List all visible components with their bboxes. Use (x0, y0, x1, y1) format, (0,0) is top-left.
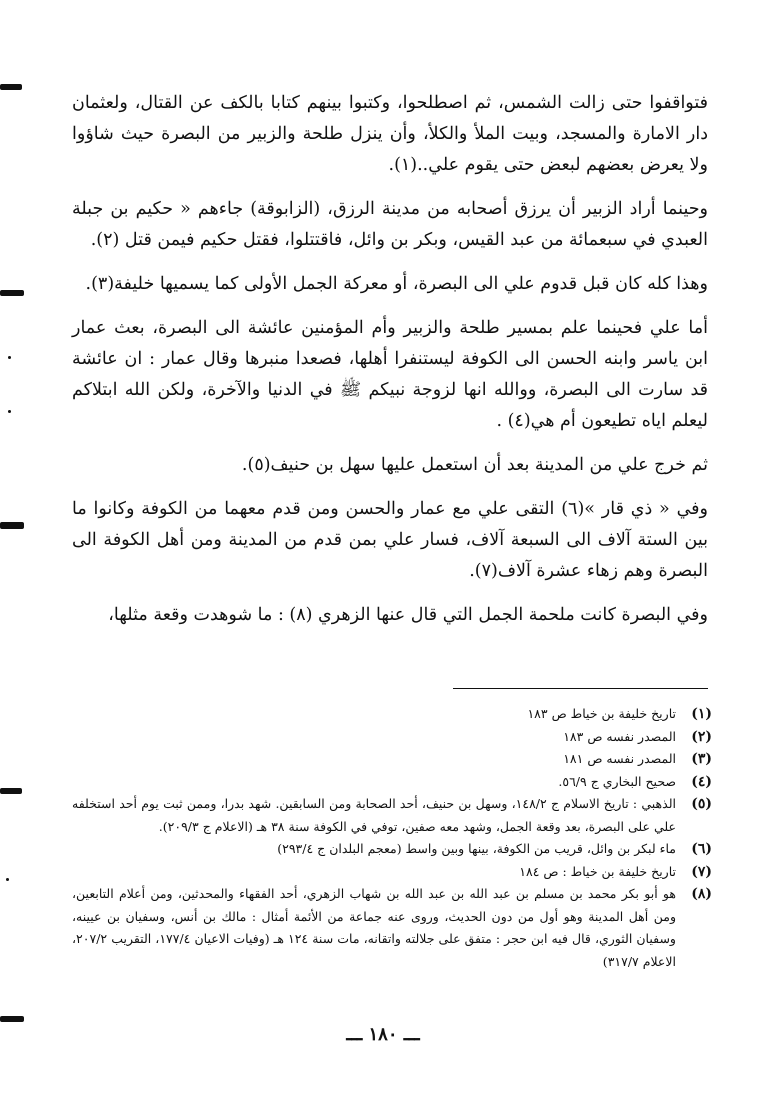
binding-mark (0, 1016, 24, 1022)
footnote-text: هو أبو بكر محمد بن مسلم بن عبد الله بن عبد الله بن شهاب الزهري، أحد الفقهاء والمحدثين، ومن أعلام التابعين، ومن أهل المدينة وهو أول من دون الحديث، وروى عنه جماعة من الأئمة أمثال : مالك بن أنس، وسفيان بن عيينه، وسفيان الثوري، قال فيه ابن حجر : متفق على جلالته واتقانه، مات سنة ١٢٤ هـ (وفيات الاعيان ١٧٧/٤، التقريب ٢٠٧/٢، الاعلام ٣١٧/٧) (72, 886, 676, 969)
footnote-text: المصدر نفسه ص ١٨١ (563, 751, 676, 766)
footnote (72, 771, 712, 794)
footnote-text: المصدر نفسه ص ١٨٣ (563, 728, 676, 744)
binding-mark (0, 522, 24, 529)
footnotes (72, 703, 712, 973)
paragraph: وهذا كله كان قبل قدوم علي الى البصرة، أو معركة الجمل الأولى كما يسميها خليفة(٣). (85, 274, 708, 294)
paragraph: أما علي فحينما علم بمسير طلحة والزبير وأم المؤمنين عائشة الى البصرة، بعث عمار ابن ياسر وابنه الحسن الى الكوفة ليستنفرا أهلها، فصعدا منبرها وقال عمار : ان عائشة قد سارت الى البصرة، ووالله انها لزوجة نبيكم ﷺ في الدنيا والآخرة، ولكن الله ابتلاكم ليعلم اياه تطيعون أم هي(٤) . (72, 318, 708, 431)
scan-speck (8, 410, 11, 413)
footnote (72, 726, 712, 749)
footnote-text: الذهبي : تاريخ الاسلام ج ١٤٨/٢، وسهل بن حنيف، أحد الصحابة ومن السابقين. شهد بدرا، وممن ثبت يوم أحد استخلفه علي على البصرة، بعد وقعة الجمل، وشهد معه صفين، توفي في الكوفة سنة ٣٨ هـ (الاعلام ج ٢٠٩/٣). (72, 796, 676, 834)
footnote-number: (٣) (691, 751, 712, 767)
footnote-text: صحيح البخاري ج ٥٦/٩. (558, 773, 676, 789)
footnote (72, 838, 712, 861)
footnote-number: (٦) (691, 841, 712, 857)
footnote-number: (٤) (691, 773, 712, 790)
paragraph: وفي « ذي قار »(٦) التقى علي مع عمار والحسن ومن قدم معهما من الكوفة وكانوا ما بين الستة آلاف الى السبعة آلاف، فسار علي بمن قدم من المدينة ومن أهل الكوفة الى البصرة وهم زهاء عشرة آلاف(٧). (72, 499, 709, 581)
footnote-divider (453, 688, 708, 689)
footnote-text: تاريخ خليفة بن خياط ص ١٨٣ (527, 706, 676, 721)
footnote (72, 748, 712, 771)
footnote (72, 703, 712, 726)
paragraph: وفي البصرة كانت ملحمة الجمل التي قال عنها الزهري (٨) : ما شوهدت وقعة مثلها، (108, 605, 708, 625)
footnote-text: ماء لبكر بن وائل، قريب من الكوفة، بينها وبين واسط (معجم البلدان ج ٢٩٣/٤) (277, 841, 676, 856)
scan-speck (8, 356, 11, 359)
paragraph: ثم خرج علي من المدينة بعد أن استعمل عليها سهل بن حنيف(٥). (241, 455, 708, 475)
footnote-number: (٥) (691, 796, 712, 812)
footnote (72, 793, 712, 838)
paragraph: فتواقفوا حتى زالت الشمس، ثم اصطلحوا، وكتبوا بينهم كتابا بالكف عن القتال، ولعثمان دار الامارة والمسجد، وبيت الملأ والكلأ، وأن ينزل طلحة والزبير من البصرة حيث شاؤوا ولا يعرض بعضهم لبعض حتى يقوم علي..(١). (72, 93, 708, 175)
binding-mark (0, 84, 22, 90)
footnote (72, 861, 712, 884)
footnote-text: تاريخ خليفة بن خياط : ص ١٨٤ (519, 863, 676, 879)
footnote (72, 883, 712, 973)
footnote-number: (٢) (691, 728, 712, 745)
footnote-number: (٧) (691, 863, 712, 880)
binding-mark (0, 788, 22, 794)
page-number: ـــ ١٨٠ ـــ (346, 1024, 420, 1045)
binding-mark (0, 290, 24, 296)
scan-speck (6, 878, 9, 881)
paragraph: وحينما أراد الزبير أن يرزق أصحابه من مدينة الرزق، (الزابوقة) جاءهم « حكيم بن جبلة العبدي في سبعمائة من عبد القيس، وبكر بن وائل، فاقتتلوا، فقتل حكيم فيمن قتل (٢). (72, 199, 708, 250)
footnote-number: (١) (691, 706, 712, 722)
footnote-number: (٨) (691, 886, 712, 902)
main-text (72, 88, 708, 644)
